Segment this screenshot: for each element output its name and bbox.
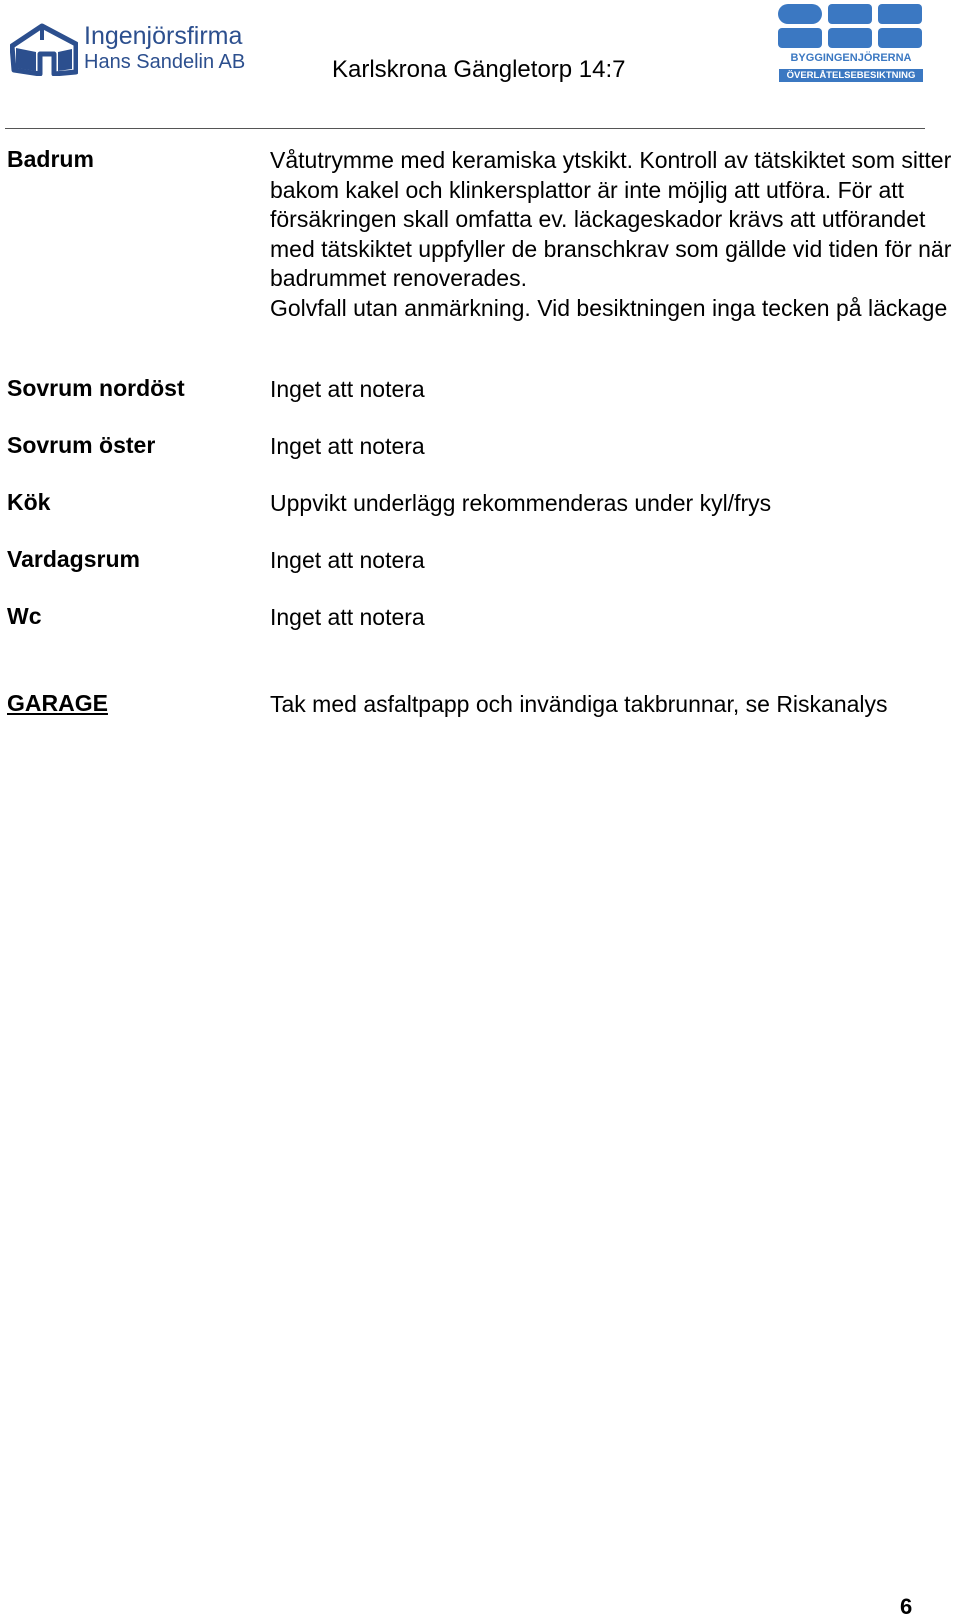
room-note-paragraph: Uppvikt underlägg rekommenderas under kyl/frys	[270, 490, 772, 516]
room-label: Wc	[7, 603, 42, 629]
room-notes	[270, 489, 960, 519]
page-title: Karlskrona Gängletorp 14:7	[332, 56, 626, 83]
room-label: Sovrum nordöst	[7, 375, 185, 401]
company-name-line1: Ingenjörsfirma	[84, 22, 243, 50]
room-label: Sovrum öster	[7, 432, 156, 458]
room-note-paragraph: Inget att notera	[270, 547, 425, 573]
room-label: Vardagsrum	[7, 546, 140, 572]
room-notes	[270, 432, 960, 462]
garage-notes	[270, 690, 960, 720]
room-note-paragraph: Våtutrymme med keramiska ytskikt. Kontroll av tätskiktet som sitter bakom kakel och klinkersplattor är inte möjlig att utföra. För att försäkringen skall omfatta ev. läckageskador krävs att utförandet med tätskiktet uppfyller de branschkrav som gällde vid tiden för när badrummet renoverades.	[270, 147, 952, 291]
partner-logo	[776, 4, 926, 82]
room-note-paragraph: Inget att notera	[270, 604, 425, 630]
room-label: Kök	[7, 489, 51, 515]
section-heading-garage: GARAGE	[7, 690, 108, 716]
partner-name: BYGGINGENJÖRERNA	[790, 52, 912, 64]
room-note-paragraph: Inget att notera	[270, 376, 425, 402]
room-note-paragraph: Inget att notera	[270, 433, 425, 459]
sbr-logo-icon	[776, 4, 926, 50]
room-notes	[270, 546, 960, 576]
room-note-paragraph: Golvfall utan anmärkning. Vid besiktningen inga tecken på läckage	[270, 294, 948, 321]
company-logo	[10, 20, 250, 80]
room-label: Badrum	[7, 146, 94, 172]
room-notes	[270, 375, 960, 405]
room-notes	[270, 603, 960, 633]
header-divider	[5, 128, 925, 129]
page-number: 6	[900, 1594, 913, 1619]
house-logo-icon	[10, 22, 78, 76]
room-notes	[270, 146, 960, 323]
company-name-line2: Hans Sandelin AB	[84, 51, 246, 73]
partner-tagline: ÖVERLÅTELSEBESIKTNING	[779, 69, 923, 82]
garage-note: Tak med asfaltpapp och invändiga takbrunnar, se Riskanalys	[270, 691, 888, 717]
